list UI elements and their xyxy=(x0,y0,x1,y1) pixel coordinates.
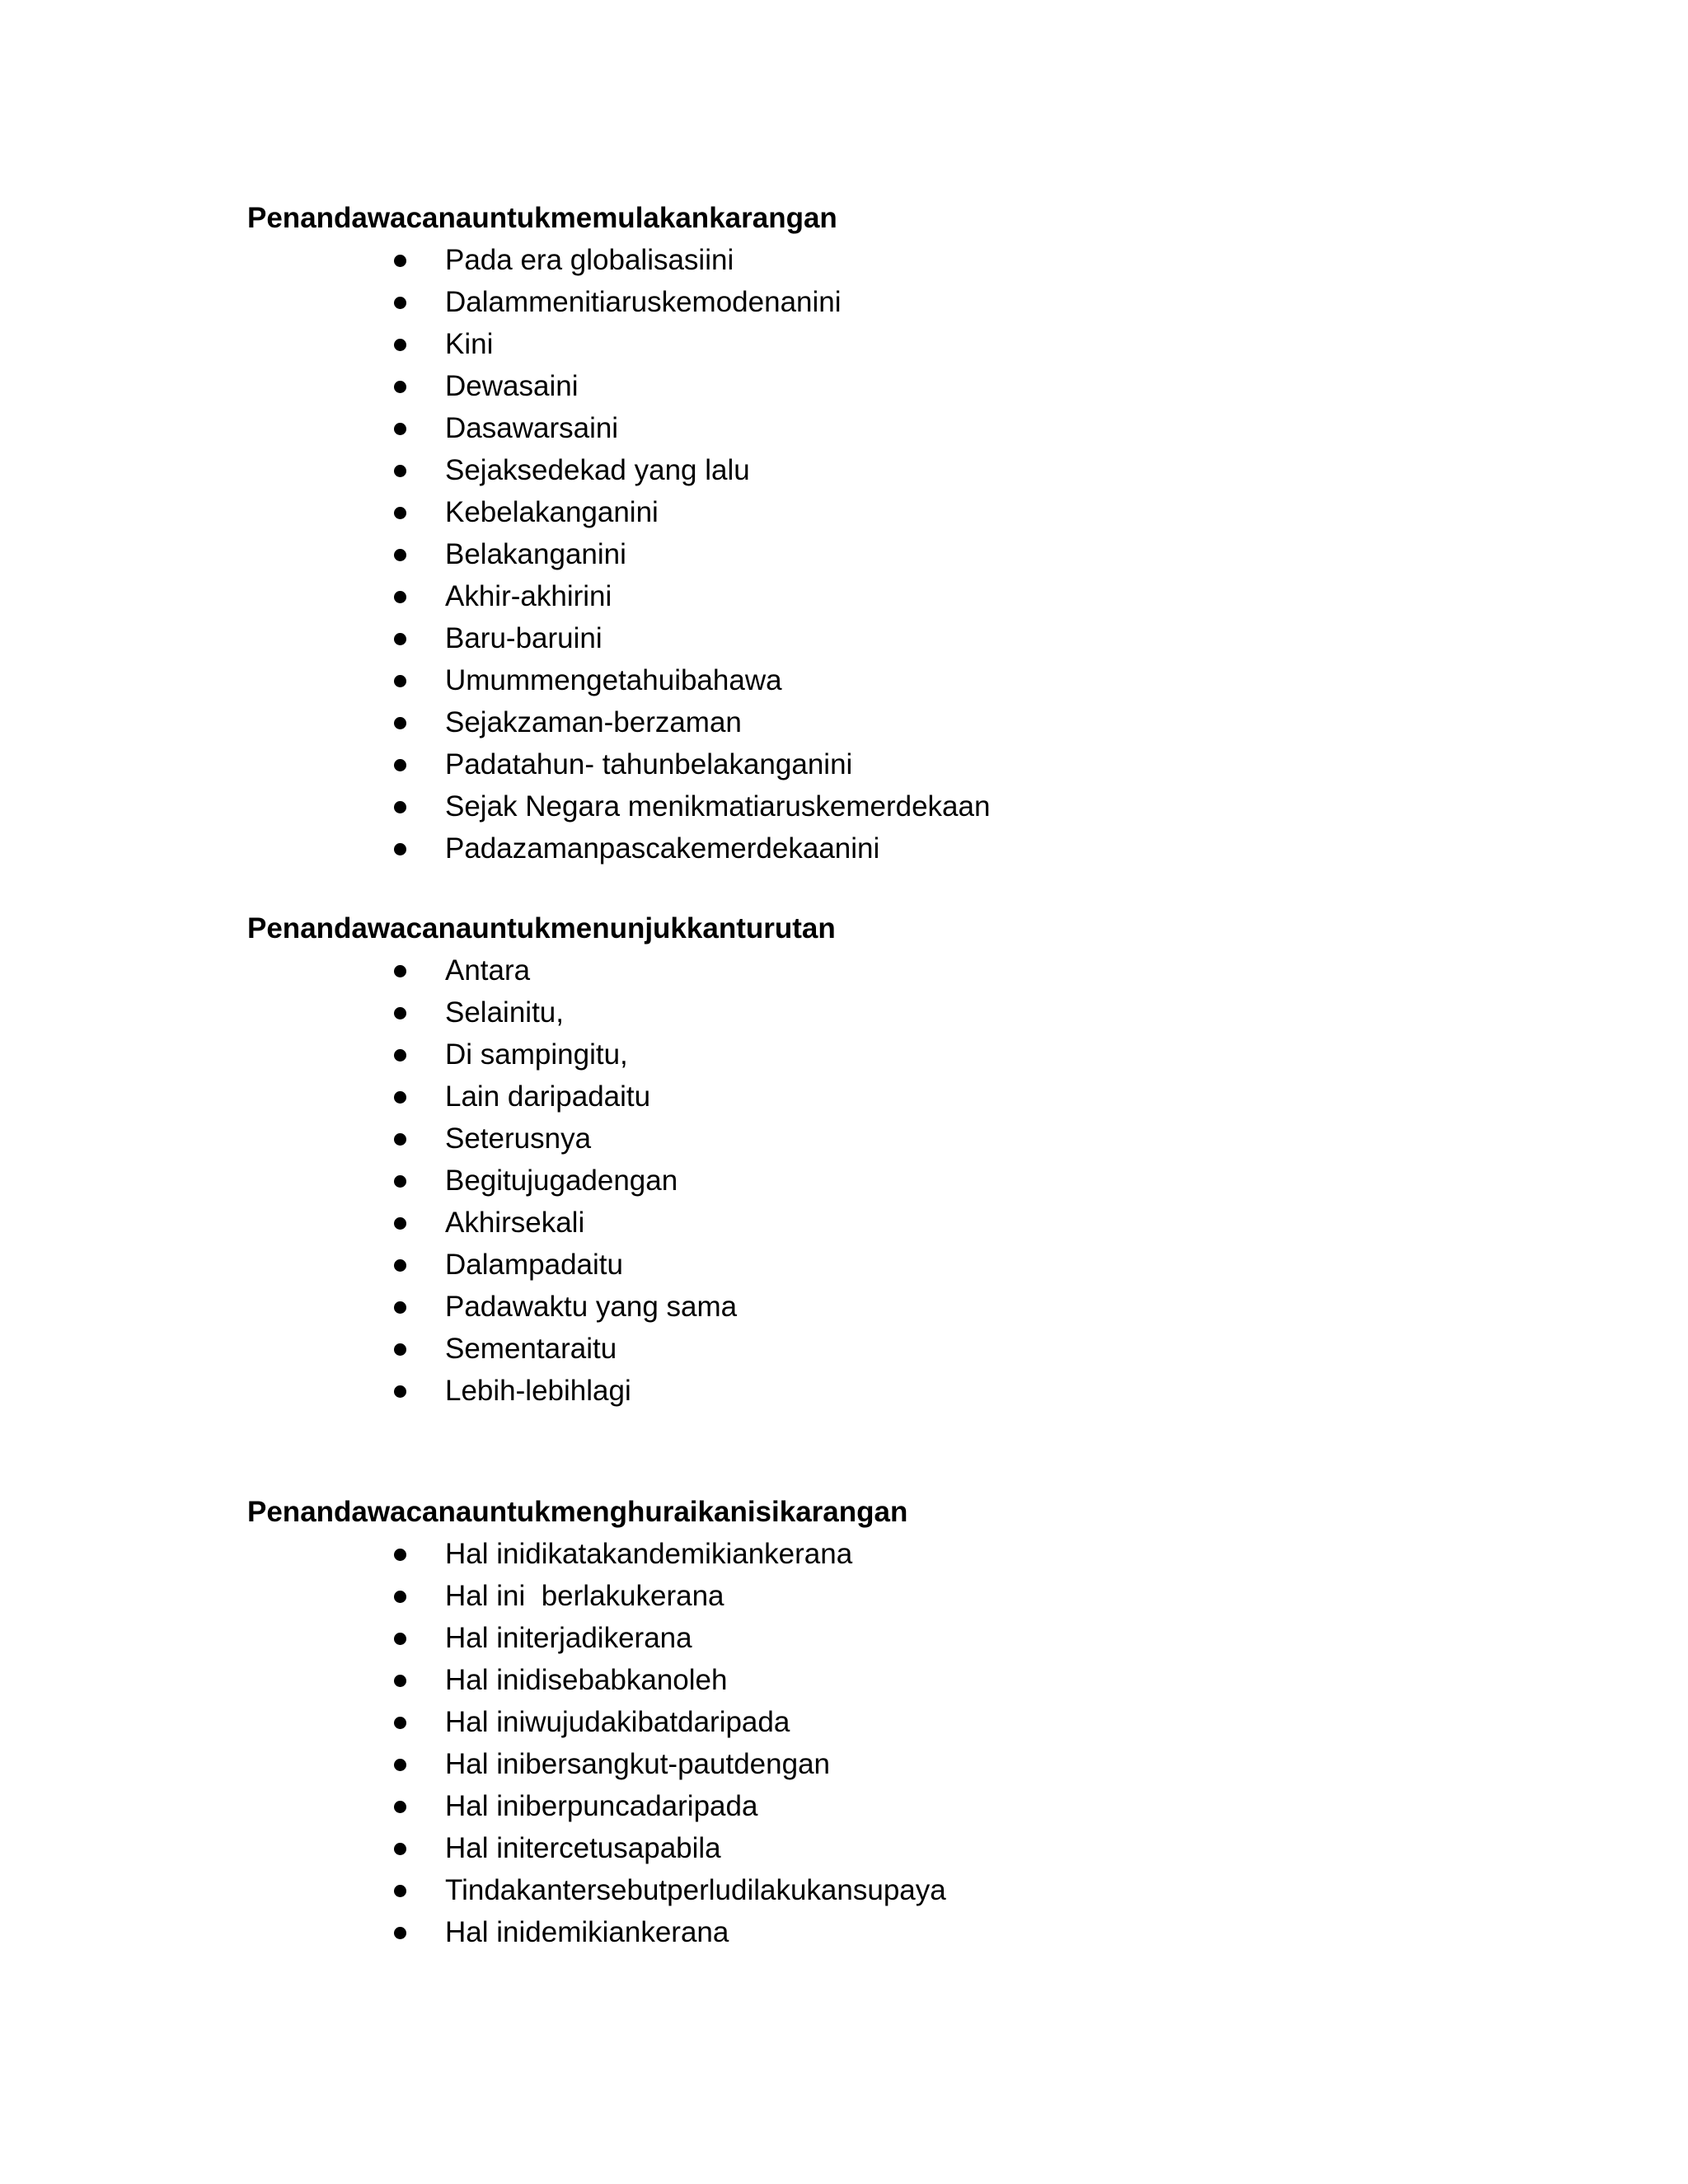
bullet-list xyxy=(247,239,1484,869)
list-item-text: Hal inidikatakandemikiankerana xyxy=(445,1538,853,1570)
bullet-list xyxy=(247,1533,1484,1953)
bullet-icon xyxy=(394,1927,406,1939)
list-item-text: Belakanganini xyxy=(445,538,626,570)
list-item xyxy=(247,1118,1484,1160)
bullet-icon xyxy=(394,591,406,603)
list-item xyxy=(247,1911,1484,1953)
bullet-icon xyxy=(394,1301,406,1314)
section-heading: Penandawacanauntukmenghuraikanisikarangan xyxy=(247,1496,908,1528)
bullet-icon xyxy=(394,759,406,771)
list-item-text: Dalammenitiaruskemodenanini xyxy=(445,286,842,318)
list-item-text: Akhir-akhirini xyxy=(445,580,612,612)
list-item-text: Padazamanpascakemerdekaanini xyxy=(445,832,880,865)
bullet-icon xyxy=(394,1343,406,1356)
bullet-icon xyxy=(394,1591,406,1603)
list-item-text: Kebelakanganini xyxy=(445,496,659,528)
list-item xyxy=(247,827,1484,869)
list-item xyxy=(247,949,1484,991)
list-item-text: Baru-baruini xyxy=(445,622,603,654)
list-item xyxy=(247,407,1484,449)
bullet-icon xyxy=(394,423,406,435)
list-item-text: Hal inidemikiankerana xyxy=(445,1916,729,1948)
list-item-text: Sejakzaman-berzaman xyxy=(445,706,742,738)
list-item xyxy=(247,1202,1484,1244)
list-item xyxy=(247,1076,1484,1118)
bullet-icon xyxy=(394,1549,406,1561)
section-heading: Penandawacanauntukmemulakankarangan xyxy=(247,202,837,234)
list-item-text: Hal iniwujudakibatdaripada xyxy=(445,1706,790,1738)
list-item-text: Hal initerjadikerana xyxy=(445,1622,692,1654)
bullet-icon xyxy=(394,1091,406,1104)
bullet-icon xyxy=(394,1007,406,1019)
list-item xyxy=(247,1743,1484,1785)
bullet-icon xyxy=(394,339,406,351)
list-item xyxy=(247,1575,1484,1617)
list-item xyxy=(247,533,1484,575)
list-item xyxy=(247,1328,1484,1370)
list-item xyxy=(247,1286,1484,1328)
list-item xyxy=(247,1033,1484,1076)
bullet-icon xyxy=(394,1049,406,1062)
bullet-icon xyxy=(394,843,406,855)
list-item xyxy=(247,1160,1484,1202)
bullet-icon xyxy=(394,1843,406,1855)
list-item-text: Dalampadaitu xyxy=(445,1249,623,1281)
list-item xyxy=(247,785,1484,827)
list-item xyxy=(247,701,1484,743)
bullet-icon xyxy=(394,675,406,687)
list-item xyxy=(247,1659,1484,1701)
bullet-icon xyxy=(394,465,406,477)
bullet-icon xyxy=(394,1885,406,1897)
section-heading: Penandawacanauntukmenunjukkanturutan xyxy=(247,912,836,944)
bullet-icon xyxy=(394,801,406,813)
bullet-icon xyxy=(394,297,406,309)
bullet-icon xyxy=(394,1633,406,1645)
list-item-text: Sementaraitu xyxy=(445,1333,617,1365)
bullet-icon xyxy=(394,1259,406,1272)
list-item-text: Hal initercetusapabila xyxy=(445,1832,721,1864)
list-item xyxy=(247,1701,1484,1743)
list-item xyxy=(247,743,1484,785)
list-item xyxy=(247,1785,1484,1827)
list-item-text: Dewasaini xyxy=(445,370,579,402)
list-item xyxy=(247,1827,1484,1869)
list-item xyxy=(247,239,1484,281)
list-item xyxy=(247,1244,1484,1286)
list-item xyxy=(247,1370,1484,1412)
list-item xyxy=(247,617,1484,659)
bullet-icon xyxy=(394,1385,406,1398)
bullet-icon xyxy=(394,255,406,267)
list-item-text: Begitujugadengan xyxy=(445,1165,678,1197)
list-item-text: Antara xyxy=(445,954,531,987)
list-item-text: Hal inibersangkut-pautdengan xyxy=(445,1748,830,1780)
list-item-text: Hal iniberpuncadaripada xyxy=(445,1790,758,1822)
bullet-icon xyxy=(394,717,406,729)
list-item-text: Padawaktu yang sama xyxy=(445,1291,738,1323)
list-item-text: Seterusnya xyxy=(445,1122,592,1155)
list-item-text: Umummengetahuibahawa xyxy=(445,664,782,696)
bullet-icon xyxy=(394,1217,406,1230)
list-item-text: Lebih-lebihlagi xyxy=(445,1375,631,1407)
bullet-icon xyxy=(394,549,406,561)
list-item xyxy=(247,323,1484,365)
bullet-icon xyxy=(394,1759,406,1771)
list-item xyxy=(247,575,1484,617)
bullet-icon xyxy=(394,381,406,393)
list-item xyxy=(247,281,1484,323)
list-item-text: Akhirsekali xyxy=(445,1207,585,1239)
list-item xyxy=(247,659,1484,701)
bullet-list xyxy=(247,949,1484,1412)
list-item xyxy=(247,365,1484,407)
bullet-icon xyxy=(394,965,406,977)
list-item xyxy=(247,1533,1484,1575)
list-item xyxy=(247,449,1484,491)
list-item-text: Tindakantersebutperludilakukansupaya xyxy=(445,1874,946,1906)
list-item-text: Di sampingitu, xyxy=(445,1038,628,1071)
list-item-text: Hal inidisebabkanoleh xyxy=(445,1664,728,1696)
section-menghuraikan-isi-karangan xyxy=(247,1492,1484,1953)
list-item xyxy=(247,991,1484,1033)
list-item-text: Selainitu, xyxy=(445,996,564,1029)
bullet-icon xyxy=(394,1801,406,1813)
bullet-icon xyxy=(394,1717,406,1729)
section-memulakan-karangan xyxy=(247,198,1484,869)
bullet-icon xyxy=(394,1675,406,1687)
bullet-icon xyxy=(394,1133,406,1146)
bullet-icon xyxy=(394,507,406,519)
list-item-text: Kini xyxy=(445,328,494,360)
section-menunjukkan-turutan xyxy=(247,908,1484,1412)
list-item-text: Hal ini berlakukerana xyxy=(445,1580,724,1612)
list-item-text: Padatahun- tahunbelakanganini xyxy=(445,748,853,780)
list-item xyxy=(247,1617,1484,1659)
list-item xyxy=(247,491,1484,533)
list-item-text: Pada era globalisasiini xyxy=(445,244,734,276)
list-item-text: Sejaksedekad yang lalu xyxy=(445,454,750,486)
bullet-icon xyxy=(394,633,406,645)
list-item-text: Dasawarsaini xyxy=(445,412,619,444)
list-item xyxy=(247,1869,1484,1911)
list-item-text: Sejak Negara menikmatiaruskemerdekaan xyxy=(445,790,991,823)
list-item-text: Lain daripadaitu xyxy=(445,1080,651,1113)
bullet-icon xyxy=(394,1175,406,1188)
